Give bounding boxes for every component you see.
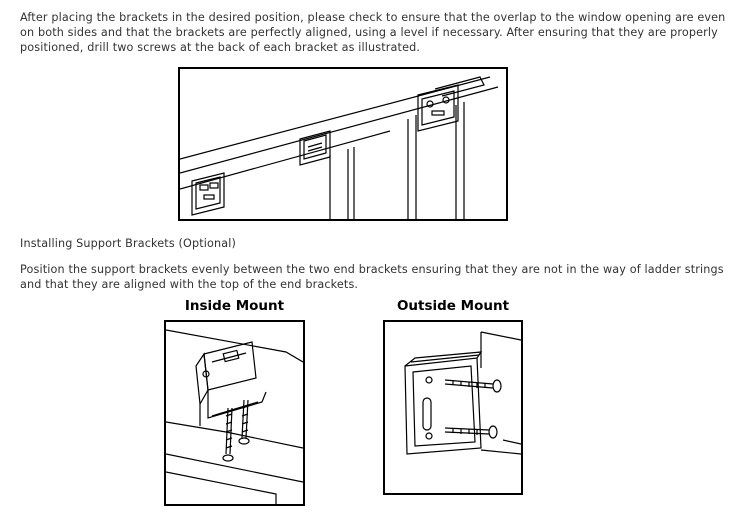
outside-mount-drawing	[385, 322, 521, 493]
headrail-brackets-illustration	[178, 67, 508, 221]
headrail-brackets-drawing	[180, 69, 506, 219]
inside-mount-illustration	[164, 320, 305, 506]
instruction-paragraph-brackets: After placing the brackets in the desired position, please check to ensure that the overlap to the window opening are even on both sides and that the brackets are perfectly aligned, using a level if necessary. After ensuring that they are properly positioned, drill two screws at the back of each bracket as illustrated.	[20, 11, 726, 54]
instruction-paragraph-support: Position the support brackets evenly between the two end brackets ensuring that they are not in the way of ladder strings and that they are aligned with the top of the end brackets.	[20, 263, 724, 291]
inside-mount-drawing	[166, 322, 303, 504]
section-heading-support-brackets: Installing Support Brackets (Optional)	[20, 237, 237, 250]
outside-mount-caption: Outside Mount	[396, 298, 510, 314]
outside-mount-illustration	[383, 320, 523, 495]
inside-mount-caption: Inside Mount	[184, 298, 285, 314]
